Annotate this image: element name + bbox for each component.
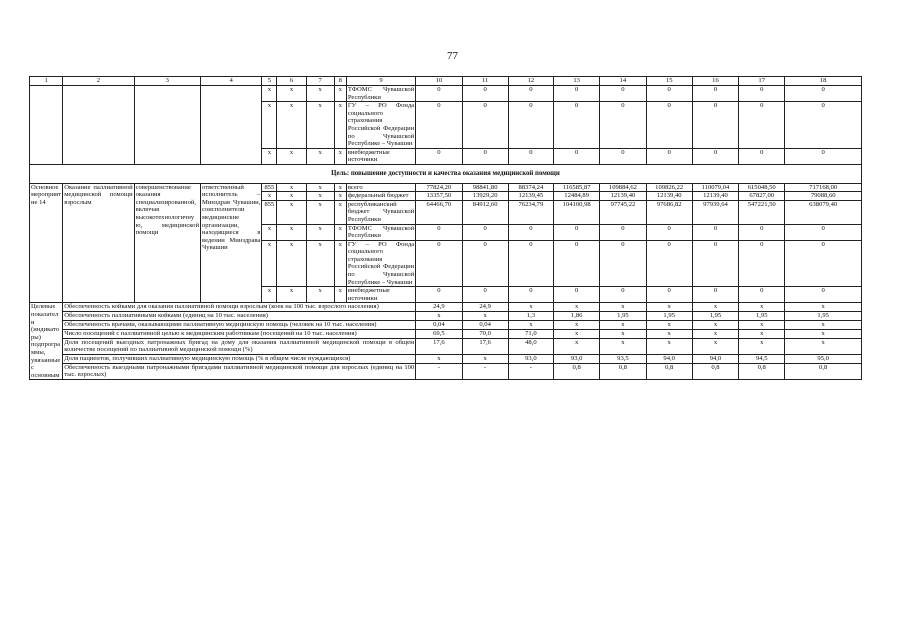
indicator-value: х: [646, 320, 692, 329]
header-cell: 4: [201, 77, 262, 86]
value-cell: 0: [416, 287, 462, 303]
code-cell: х: [306, 183, 334, 192]
code-cell: х: [306, 86, 334, 102]
indicator-value: х: [646, 338, 692, 355]
value-cell: 98841,80: [462, 183, 508, 192]
value-cell: 77824,20: [416, 183, 462, 192]
value-cell: 0: [600, 148, 646, 164]
indicator-label: Доля посещений выездных патронажных бригад на дому для оказания паллиативной медицинской помощи в общем количестве посещений по паллиативной медицинской помощи (%): [64, 338, 415, 354]
value-cell: 79088,60: [785, 192, 862, 201]
indicator-value: х: [739, 320, 785, 329]
indicator-value: х: [600, 329, 646, 338]
indicator-value: 93,0: [554, 355, 600, 364]
goal-title: Цель: повышение доступности и качества оказания медицинской помощи: [30, 164, 862, 183]
code-cell: х: [334, 102, 346, 149]
value-cell: 0: [785, 240, 862, 287]
indicator-value: -: [462, 363, 508, 380]
indicator-row: [30, 363, 862, 380]
value-cell: 0: [554, 240, 600, 287]
indicator-label: Обеспеченность выездными патронажными бригадами паллиативной медицинской помощи для взрослых (единиц на 100 тыс. взрослых): [64, 363, 415, 379]
finance-row: [30, 183, 862, 192]
code-cell: х: [277, 224, 306, 240]
indicator-value: х: [785, 320, 862, 329]
value-cell: 0: [462, 224, 508, 240]
code-cell: х: [306, 102, 334, 149]
code-cell: х: [334, 192, 346, 201]
indicator-value: х: [646, 329, 692, 338]
indicator-row: [30, 320, 862, 329]
indicator-value: 24,9: [416, 303, 462, 312]
value-cell: 638079,40: [785, 200, 862, 224]
indicator-value: х: [646, 303, 692, 312]
value-cell: 84912,60: [462, 200, 508, 224]
value-cell: 0: [600, 224, 646, 240]
value-cell: 0: [739, 148, 785, 164]
value-cell: 0: [739, 224, 785, 240]
value-cell: 12139,45: [508, 192, 553, 201]
funding-source: ТФОМС Чувашской Республики: [347, 86, 415, 101]
event-executor: ответственный исполнитель – Минздрав Чувашии, соисполнители медицинские организации, находящиеся в ведении Минздрава Чувашии: [201, 183, 262, 303]
value-cell: 0: [416, 148, 462, 164]
indicator-value: х: [692, 338, 738, 355]
indicator-value: 48,0: [508, 338, 553, 355]
value-cell: 0: [462, 287, 508, 303]
value-cell: 97745,22: [600, 200, 646, 224]
indicator-value: х: [739, 329, 785, 338]
indicator-value: 93,5: [600, 355, 646, 364]
indicator-value: х: [692, 303, 738, 312]
value-cell: 547221,50: [739, 200, 785, 224]
indicator-value: х: [785, 303, 862, 312]
value-cell: 97939,64: [692, 200, 738, 224]
funding-source: федеральный бюджет: [346, 192, 415, 201]
code-cell: х: [334, 224, 346, 240]
indicator-value: 1,95: [646, 312, 692, 321]
code-cell: х: [262, 240, 277, 287]
indicator-value: 1,95: [739, 312, 785, 321]
value-cell: 0: [508, 102, 553, 149]
indicator-value: х: [554, 303, 600, 312]
code-cell: 855: [262, 200, 277, 224]
header-cell: 3: [134, 77, 200, 86]
value-cell: 76234,79: [508, 200, 553, 224]
indicator-value: 0,8: [554, 363, 600, 380]
value-cell: 0: [416, 102, 462, 149]
indicator-value: 0,04: [462, 320, 508, 329]
indicator-row: [30, 338, 862, 355]
value-cell: 13929,20: [462, 192, 508, 201]
indicator-value: х: [554, 329, 600, 338]
indicator-value: х: [462, 312, 508, 321]
indicator-value: х: [739, 303, 785, 312]
value-cell: 0: [600, 86, 646, 102]
indicator-label: Доля пациентов, получивших паллиативную медицинскую помощь (% в общем числе нуждающихся): [63, 355, 416, 364]
value-cell: 0: [739, 86, 785, 102]
code-cell: х: [334, 287, 346, 303]
value-cell: 0: [554, 224, 600, 240]
indicator-value: 1,3: [508, 312, 553, 321]
indicator-row: [30, 312, 862, 321]
value-cell: 0: [508, 240, 553, 287]
value-cell: 0: [508, 148, 553, 164]
indicator-value: х: [692, 320, 738, 329]
indicator-value: 70,0: [462, 329, 508, 338]
indicator-row: [30, 329, 862, 338]
value-cell: 0: [739, 102, 785, 149]
value-cell: 0: [692, 224, 738, 240]
value-cell: 97686,82: [646, 200, 692, 224]
header-cell: 17: [739, 77, 785, 86]
value-cell: 88374,24: [508, 183, 553, 192]
value-cell: 12139,40: [692, 192, 738, 201]
funding-source: ГУ – РО Фонда социального страхования Российской Федерации по Чувашской Республике – Чувашии: [347, 102, 415, 148]
value-cell: 0: [462, 86, 508, 102]
indicator-value: 0,8: [646, 363, 692, 380]
header-row: [30, 77, 862, 86]
value-cell: 0: [554, 148, 600, 164]
value-cell: 0: [785, 224, 862, 240]
table-body: [30, 77, 862, 380]
value-cell: 0: [785, 287, 862, 303]
header-cell: 7: [306, 77, 334, 86]
value-cell: 0: [508, 287, 553, 303]
value-cell: 0: [646, 240, 692, 287]
indicator-value: 95,0: [785, 355, 862, 364]
value-cell: 615048,50: [739, 183, 785, 192]
page-number: 77: [447, 50, 458, 62]
value-cell: 0: [462, 240, 508, 287]
header-cell: 1: [30, 77, 63, 86]
indicator-label: Обеспеченность паллиативными койками (единиц на 10 тыс. населения): [63, 312, 416, 321]
value-cell: 0: [416, 86, 462, 102]
indicator-value: х: [508, 303, 553, 312]
code-cell: х: [334, 86, 346, 102]
value-cell: 12484,89: [554, 192, 600, 201]
code-cell: х: [306, 240, 334, 287]
value-cell: 0: [416, 224, 462, 240]
value-cell: 64466,70: [416, 200, 462, 224]
value-cell: 109826,22: [646, 183, 692, 192]
value-cell: 0: [646, 148, 692, 164]
header-cell: 18: [785, 77, 862, 86]
header-cell: 10: [416, 77, 462, 86]
value-cell: 0: [692, 240, 738, 287]
value-cell: 104100,98: [554, 200, 600, 224]
value-cell: 0: [692, 86, 738, 102]
code-cell: 855: [262, 183, 277, 192]
continuation-cell: [63, 86, 134, 165]
value-cell: 0: [785, 102, 862, 149]
header-cell: 6: [277, 77, 306, 86]
code-cell: х: [262, 192, 277, 201]
code-cell: х: [306, 200, 334, 224]
indicator-value: 0,8: [600, 363, 646, 380]
value-cell: 0: [416, 240, 462, 287]
value-cell: 0: [508, 224, 553, 240]
finance-row: [30, 86, 862, 102]
event-name: Оказание паллиативной медицинской помощи взрослым: [63, 183, 134, 303]
funding-source: всего: [346, 183, 415, 192]
indicator-value: 0,8: [692, 363, 738, 380]
indicator-value: х: [785, 329, 862, 338]
indicator-value: 17,6: [462, 338, 508, 355]
code-cell: х: [262, 102, 277, 149]
value-cell: 0: [646, 86, 692, 102]
header-cell: 14: [600, 77, 646, 86]
header-cell: 9: [346, 77, 415, 86]
header-cell: 13: [554, 77, 600, 86]
value-cell: 13357,50: [416, 192, 462, 201]
indicator-value: х: [508, 320, 553, 329]
code-cell: х: [334, 148, 346, 164]
value-cell: 0: [692, 148, 738, 164]
header-cell: 2: [63, 77, 134, 86]
indicator-value: 69,5: [416, 329, 462, 338]
indicator-value: 1,95: [785, 312, 862, 321]
funding-source: республиканский бюджет Чувашской Республики: [347, 200, 415, 223]
code-cell: х: [306, 192, 334, 201]
indicator-value: 94,5: [739, 355, 785, 364]
indicator-value: 17,6: [416, 338, 462, 355]
value-cell: 0: [462, 148, 508, 164]
indicator-value: 94,0: [646, 355, 692, 364]
code-cell: х: [334, 200, 346, 224]
code-cell: х: [277, 148, 306, 164]
value-cell: 0: [646, 287, 692, 303]
code-cell: х: [334, 183, 346, 192]
continuation-cell: [201, 86, 262, 165]
value-cell: 0: [692, 102, 738, 149]
value-cell: 0: [462, 102, 508, 149]
indicator-value: х: [462, 355, 508, 364]
indicator-value: 94,0: [692, 355, 738, 364]
value-cell: 0: [692, 287, 738, 303]
code-cell: х: [262, 86, 277, 102]
code-cell: х: [262, 287, 277, 303]
code-cell: х: [262, 148, 277, 164]
indicator-value: 93,0: [508, 355, 553, 364]
value-cell: 0: [600, 240, 646, 287]
value-cell: 717168,00: [785, 183, 862, 192]
code-cell: х: [277, 102, 306, 149]
indicator-value: -: [508, 363, 553, 380]
indicator-label: Обеспеченность койками для оказания паллиативной помощи взрослым (коек на 100 тыс. взрослого населения): [63, 303, 416, 312]
indicator-value: 1,95: [692, 312, 738, 321]
value-cell: 0: [554, 102, 600, 149]
funding-source: ТФОМС Чувашской Республики: [347, 224, 415, 240]
header-cell: 11: [462, 77, 508, 86]
indicator-value: х: [785, 338, 862, 355]
indicator-label: Обеспеченность врачами, оказывающими паллиативную медицинскую помощь (человек на 10 тыс. населения): [63, 320, 416, 329]
event-goal: совершенствование оказания специализированной, включая высокотехнологичную, медицинской помощи: [134, 183, 200, 303]
header-cell: 15: [646, 77, 692, 86]
code-cell: х: [306, 287, 334, 303]
value-cell: 0: [554, 86, 600, 102]
value-cell: 0: [646, 224, 692, 240]
indicator-value: 0,8: [785, 363, 862, 380]
code-cell: х: [334, 240, 346, 287]
value-cell: 109884,62: [600, 183, 646, 192]
indicator-value: 0,8: [739, 363, 785, 380]
indicator-value: х: [692, 329, 738, 338]
value-cell: 116585,87: [554, 183, 600, 192]
code-cell: х: [262, 224, 277, 240]
event-number: Основное мероприятие 14: [30, 183, 63, 303]
indicator-value: х: [600, 303, 646, 312]
indicator-value: 0,04: [416, 320, 462, 329]
value-cell: 0: [785, 86, 862, 102]
value-cell: 12139,40: [600, 192, 646, 201]
indicator-value: 1,95: [600, 312, 646, 321]
funding-source: ГУ – РО Фонда социального страхования Российской Федерации по Чувашской Республике – Чувашии: [347, 240, 415, 286]
indicator-value: 1,86: [554, 312, 600, 321]
indicator-value: -: [416, 363, 462, 380]
value-cell: 0: [739, 287, 785, 303]
funding-source: внебюджетные источники: [346, 287, 415, 303]
header-cell: 5: [262, 77, 277, 86]
program-table: [29, 76, 862, 380]
code-cell: х: [277, 192, 306, 201]
value-cell: 12139,40: [646, 192, 692, 201]
continuation-cell: [134, 86, 200, 165]
indicator-value: х: [600, 338, 646, 355]
indicator-row: [30, 303, 862, 312]
value-cell: 67827,00: [739, 192, 785, 201]
value-cell: 0: [600, 102, 646, 149]
code-cell: х: [306, 224, 334, 240]
funding-source: внебюджетные источники: [346, 148, 415, 164]
value-cell: 0: [508, 86, 553, 102]
indicator-value: х: [416, 312, 462, 321]
value-cell: 0: [554, 287, 600, 303]
code-cell: х: [277, 240, 306, 287]
indicator-value: х: [600, 320, 646, 329]
indicators-heading: Целевые показатели (индикаторы) подпрограммы, увязанные с основным: [30, 303, 63, 380]
header-cell: 16: [692, 77, 738, 86]
value-cell: 0: [739, 240, 785, 287]
indicator-value: х: [554, 338, 600, 355]
value-cell: 0: [646, 102, 692, 149]
header-cell: 8: [334, 77, 346, 86]
indicator-value: 71,0: [508, 329, 553, 338]
code-cell: х: [306, 148, 334, 164]
code-cell: х: [277, 183, 306, 192]
code-cell: х: [277, 86, 306, 102]
value-cell: 110079,04: [692, 183, 738, 192]
value-cell: 0: [600, 287, 646, 303]
header-cell: 12: [508, 77, 553, 86]
code-cell: х: [277, 287, 306, 303]
indicator-value: х: [416, 355, 462, 364]
value-cell: 0: [785, 148, 862, 164]
indicator-label: Число посещений с паллиативной целью к медицинским работникам (посещений на 10 тыс. населения): [63, 329, 416, 338]
code-cell: х: [277, 200, 306, 224]
indicator-value: х: [554, 320, 600, 329]
indicator-row: [30, 355, 862, 364]
goal-row: [30, 164, 862, 183]
continuation-cell: [30, 86, 63, 165]
indicator-value: 24,9: [462, 303, 508, 312]
indicator-value: х: [739, 338, 785, 355]
